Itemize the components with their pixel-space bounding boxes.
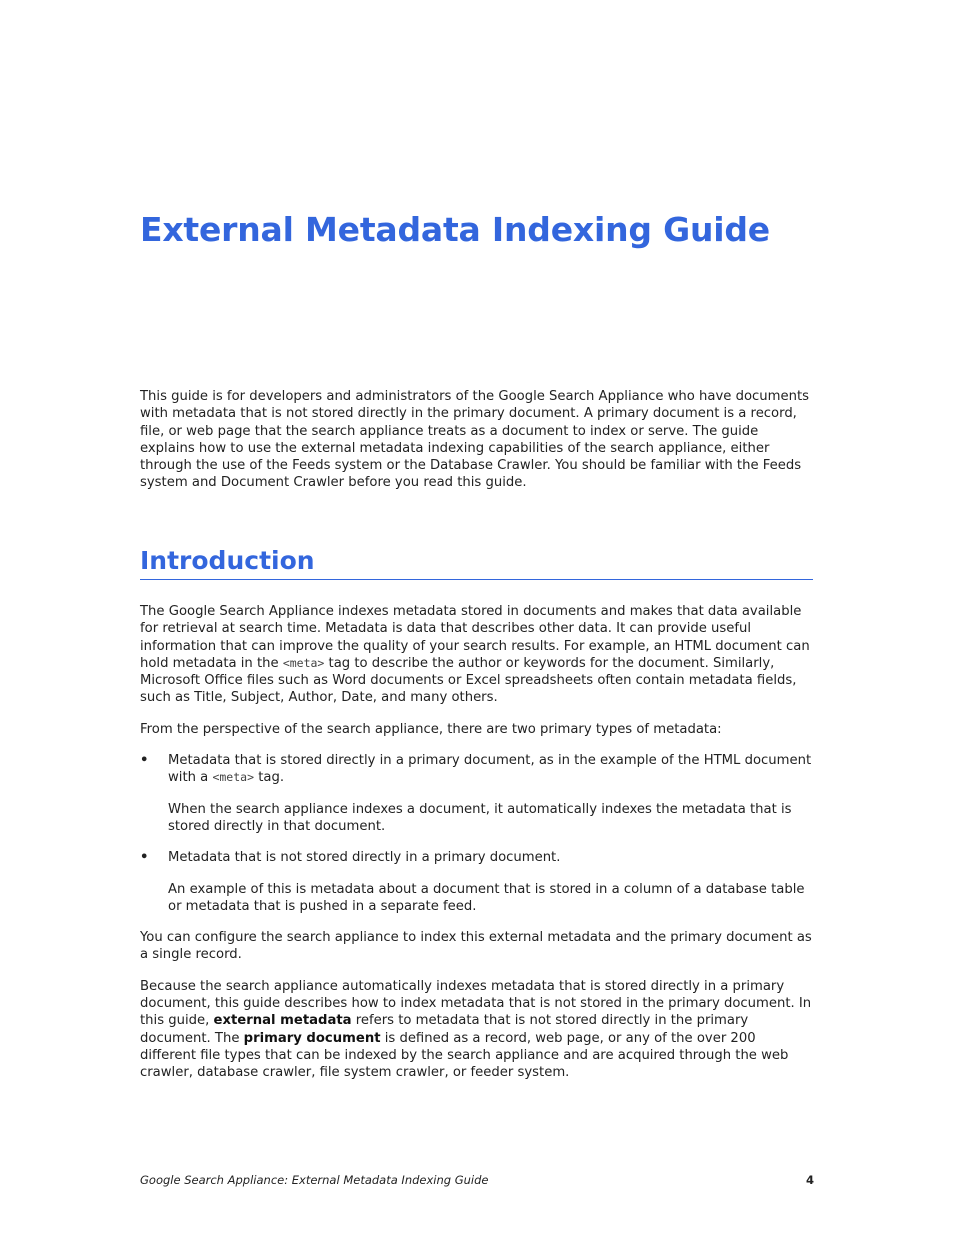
text-segment: tag to describe the author or keywords for the document. Similarly, Microsoft Office files such as Word documents or Excel spreadsheets often contain metadata fields, such as Title, Subject, Author, Date, and many others.: [140, 655, 797, 706]
page-number: 4: [805, 1173, 814, 1187]
section-body: [140, 603, 812, 1096]
list-item-detail: When the search appliance indexes a document, it automatically indexes the metadata that is stored directly in that document.: [168, 801, 792, 834]
meta-tag-code: <meta>: [212, 770, 254, 785]
list-item: [140, 849, 812, 915]
text-segment: is defined as a record, web page, or any of the over 200 different file types that can be indexed by the search appliance and are acquired through the web crawler, database crawler, file system crawler, or feeder system.: [140, 1030, 789, 1081]
metadata-types-list: [140, 752, 812, 915]
term-external-metadata: external metadata: [213, 1013, 352, 1029]
paragraph-configure: You can configure the search appliance to index this external metadata and the primary document as a single record.: [140, 930, 812, 963]
page-title: External Metadata Indexing Guide: [140, 210, 770, 249]
list-item-detail: An example of this is metadata about a document that is stored in a column of a database table or metadata that is pushed in a separate feed.: [168, 881, 805, 914]
paragraph-metadata-types: From the perspective of the search appliance, there are two primary types of metadata:: [140, 721, 722, 737]
term-primary-document: primary document: [243, 1030, 381, 1046]
intro-paragraph: This guide is for developers and administrators of the Google Search Appliance who have documents with metadata that is not stored directly in the primary document. A primary document is a record, file, or web page that the search appliance treats as a document to index or serve. The guide explains how to use the external metadata indexing capabilities of the search appliance, either through the use of the Feeds system or the Database Crawler. You should be familiar with the Feeds system and Document Crawler before you read this guide.: [140, 389, 809, 491]
paragraph-definitions: [140, 978, 812, 1082]
text-segment: The Google Search Appliance indexes metadata stored in documents and makes that data available for retrieval at search time. Metadata is data that describes other data. It can provide useful information that can improve the quality of your search results. For example, an HTML document can hold metadata in the: [140, 604, 810, 671]
bullet-icon: •: [140, 753, 149, 769]
list-item-text: Metadata that is not stored directly in a primary document.: [168, 850, 561, 866]
text-segment: Because the search appliance automatically indexes metadata that is stored directly in a primary document, this guide describes how to index metadata that is not stored in the primary document. In this guide,: [140, 978, 812, 1029]
paragraph-metadata-overview: [140, 603, 812, 707]
meta-tag-code: <meta>: [282, 655, 325, 670]
text-segment: refers to metadata that is not stored directly in the primary document. The: [140, 1013, 749, 1046]
text-segment: Metadata that is stored directly in a primary document, as in the example of the HTML document with a: [168, 753, 812, 786]
section-heading: Introduction: [140, 546, 813, 580]
footer-title: Google Search Appliance: External Metadata Indexing Guide: [140, 1173, 489, 1187]
bullet-icon: •: [140, 850, 149, 866]
text-segment: tag.: [254, 770, 285, 786]
page-footer: [140, 1173, 814, 1191]
list-item-text: [168, 752, 812, 787]
list-item: [140, 752, 812, 835]
